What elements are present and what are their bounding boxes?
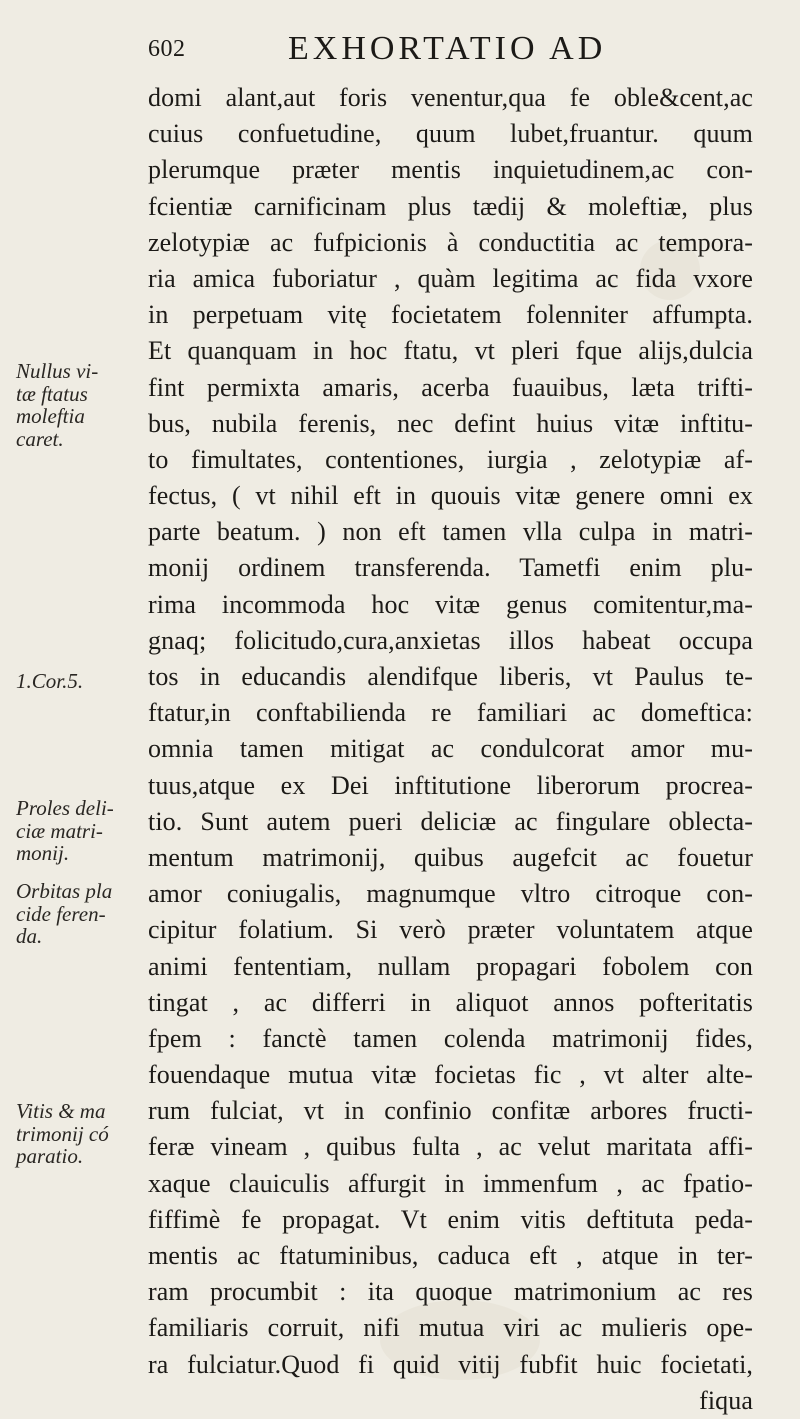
text-line: fint permixta amaris, acerba fuauibus, læta trifti- <box>148 372 753 402</box>
text-line: xaque clauiculis affurgit in immenfum , ac fpatio- <box>148 1168 753 1198</box>
text-line: fouendaque mutua vitæ focietas fic , vt alter alte- <box>148 1060 753 1090</box>
text-line: omnia tamen mitigat ac condulcorat amor mu- <box>148 734 753 764</box>
margin-note-line: da. <box>16 924 43 948</box>
margin-note-line: Orbitas pla <box>16 879 113 903</box>
text-line: plerumque præter mentis inquietudinem,ac con- <box>148 155 753 185</box>
page-header <box>148 30 748 70</box>
text-line: tingat , ac differri in aliquot annos pofteritatis <box>148 987 753 1017</box>
margin-note-line: Proles deli- <box>16 796 114 820</box>
margin-note-vitis <box>16 1100 144 1168</box>
running-title: EXHORTATIO AD <box>288 30 607 67</box>
text-line: monij ordinem transferenda. Tametfi enim plu- <box>148 553 753 583</box>
text-line: fectus, ( vt nihil eft in quouis vitæ genere omni ex <box>148 481 753 511</box>
text-line: cipitur folatium. Si verò præter voluntatem atque <box>148 915 753 945</box>
margin-note-nullus <box>16 360 144 450</box>
text-line: rima incommoda hoc vitæ genus comitentur,ma- <box>148 589 753 619</box>
margin-note-line: Nullus vi- <box>16 359 99 383</box>
text-line: parte beatum. ) non eft tamen vlla culpa in matri- <box>148 517 753 547</box>
margin-note-proles <box>16 797 144 865</box>
text-line: familiaris corruit, nifi mutua viri ac mulieris ope- <box>148 1313 753 1343</box>
text-line: ra fulciatur.Quod fi quid vitij fubfit huic focietati, <box>148 1349 753 1379</box>
text-line: tuus,atque ex Dei inftitutione liberorum procrea- <box>148 770 753 800</box>
text-line: amor coniugalis, magnumque vltro citroque con- <box>148 879 753 909</box>
margin-note-line: Vitis & ma <box>16 1099 106 1123</box>
text-line: fcientiæ carnificinam plus tædij & moleftiæ, plus <box>148 191 753 221</box>
margin-note-line: cide feren- <box>16 901 106 926</box>
margin-note-orbitas <box>16 880 144 948</box>
text-line: ftatur,in conftabilienda re familiari ac domeftica: <box>148 698 753 728</box>
text-line: in perpetuam vitę focietatem folenniter affumpta. <box>148 300 753 330</box>
margin-note-cor <box>16 670 144 693</box>
text-line: to fimultates, contentiones, iurgia , zelotypiæ af- <box>148 444 753 474</box>
text-line: bus, nubila ferenis, nec defint huius vitæ inftitu- <box>148 408 753 438</box>
text-line: feræ vineam , quibus fulta , ac velut maritata affi- <box>148 1132 753 1162</box>
text-line: mentis ac ftatuminibus, caduca eft , atque in ter- <box>148 1241 753 1270</box>
margin-note-line: tæ ftatus <box>16 381 88 406</box>
text-line: gnaq; folicitudo,cura,anxietas illos habeat occupa <box>148 625 753 655</box>
text-line: tio. Sunt autem pueri deliciæ ac fingulare oblecta- <box>148 806 753 836</box>
body-text <box>148 80 753 1419</box>
margin-note-line: caret. <box>16 426 64 451</box>
text-line: rum fulciat, vt in confinio confitæ arbores fructi- <box>148 1096 753 1126</box>
margin-note-line: monij. <box>16 841 70 865</box>
text-line: ram procumbit : ita quoque matrimonium ac res <box>148 1277 753 1307</box>
text-line: ria amica fuboriatur , quàm legitima ac fida vxore <box>148 263 753 293</box>
margin-note-line: trimonij có <box>16 1121 109 1146</box>
text-line: fiffimè fe propagat. Vt enim vitis deftituta peda- <box>148 1204 753 1234</box>
text-line: zelotypiæ ac fufpicionis à conductitia ac tempora- <box>148 227 753 257</box>
text-line: Et quanquam in hoc ftatu, vt pleri fque alijs,dulcia <box>148 336 753 366</box>
text-line: mentum matrimonij, quibus augefcit ac fouetur <box>148 842 753 872</box>
text-line: animi fententiam, nullam propagari fobolem con <box>148 951 753 981</box>
margin-note-line: 1.Cor.5. <box>16 669 84 693</box>
text-line: tos in educandis alendifque liberis, vt Paulus te- <box>148 662 753 691</box>
margin-note-line: paratio. <box>16 1144 84 1168</box>
text-line: fpem : fanctè tamen colenda matrimonij fides, <box>148 1023 753 1053</box>
page-number: 602 <box>148 36 186 62</box>
text-line: cuius confuetudine, quum lubet,fruantur. quum <box>148 119 753 149</box>
text-line: fiqua <box>699 1385 753 1415</box>
margin-note-line: moleftia <box>16 404 85 428</box>
margin-note-line: ciæ matri- <box>16 818 103 843</box>
text-line: domi alant,aut foris venentur,qua fe oble&cent,ac <box>148 83 753 112</box>
